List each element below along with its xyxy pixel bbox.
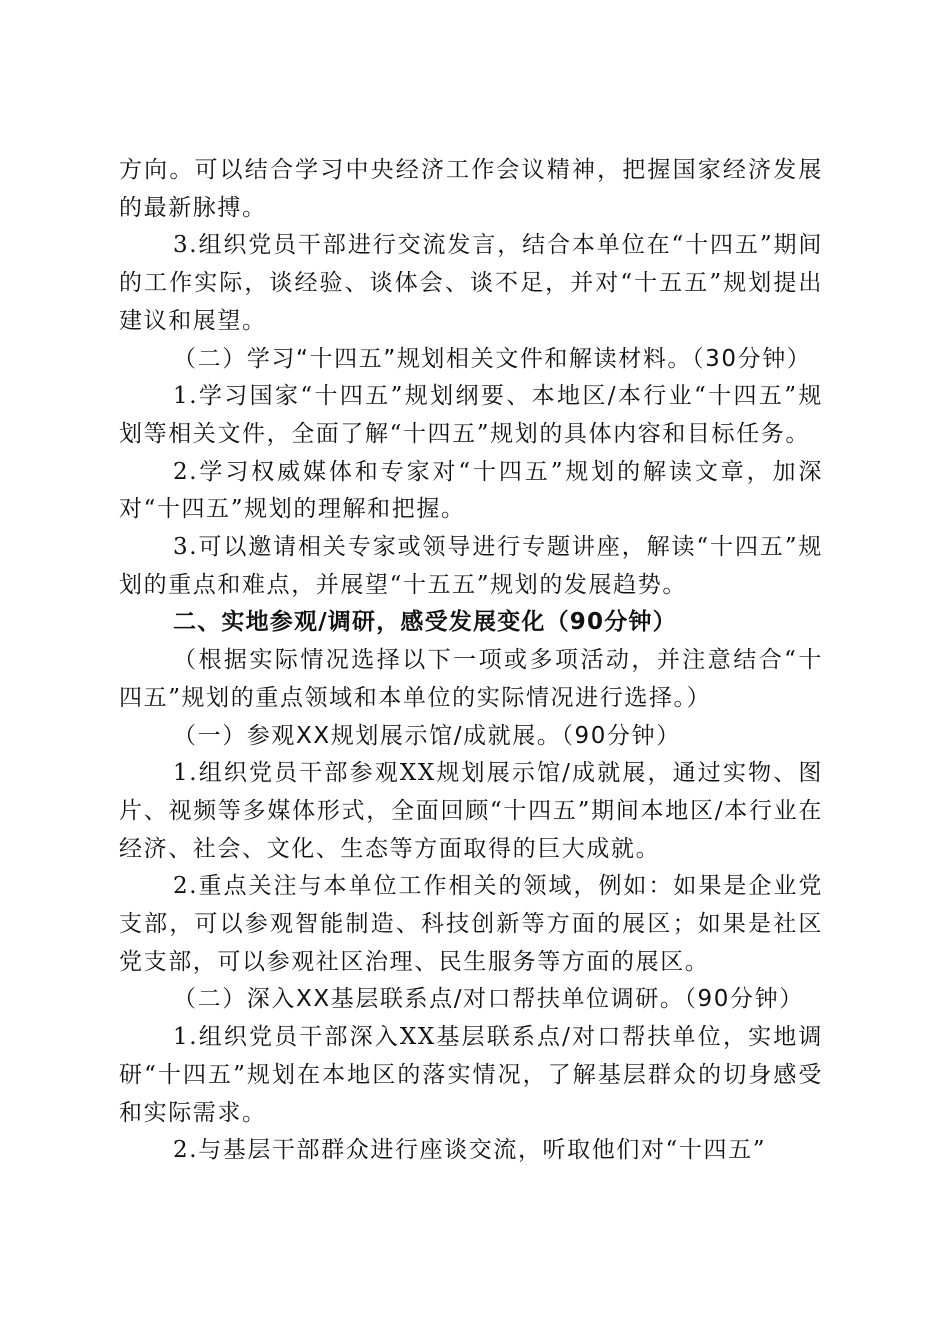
section-subheading: （二）深入XX基层联系点/对口帮扶单位调研。（90分钟） bbox=[173, 986, 804, 1013]
list-item: 2.学习权威媒体和专家对“十四五”规划的解读文章，加深对“十四五”规划的理解和把握。 bbox=[119, 458, 823, 523]
list-item: 2.与基层干部群众进行座谈交流，听取他们对“十四五” bbox=[173, 1137, 767, 1164]
section-note: （根据实际情况选择以下一项或多项活动，并注意结合“十四五”规划的重点领域和本单位的实际情况进行选择。） bbox=[119, 647, 823, 711]
section-heading: 二、实地参观/调研，感受发展变化（90分钟） bbox=[173, 609, 677, 636]
section-subheading: （二）学习“十四五”规划相关文件和解读材料。（30分钟） bbox=[173, 345, 812, 372]
list-item: 3.可以邀请相关专家或领导进行专题讲座，解读“十四五”规划的重点和难点，并展望“十五五”规划的发展趋势。 bbox=[119, 534, 823, 598]
list-item: 1.组织党员干部参观XX规划展示馆/成就展，通过实物、图片、视频等多媒体形式，全面回顾“十四五”期间本地区/本行业在经济、社会、文化、生态等方面取得的巨大成就。 bbox=[119, 760, 823, 862]
list-item: 3.组织党员干部进行交流发言，结合本单位在“十四五”期间的工作实际，谈经验、谈体会、谈不足，并对“十五五”规划提出建议和展望。 bbox=[119, 232, 823, 334]
list-item: 1.学习国家“十四五”规划纲要、本地区/本行业“十四五”规划等相关文件，全面了解“十四五”规划的具体内容和目标任务。 bbox=[119, 383, 823, 447]
list-item: 2.重点关注与本单位工作相关的领域，例如：如果是企业党支部，可以参观智能制造、科技创新等方面的展区；如果是社区党支部，可以参观社区治理、民生服务等方面的展区。 bbox=[119, 873, 823, 975]
document-body bbox=[119, 152, 823, 1170]
list-item: 1.组织党员干部深入XX基层联系点/对口帮扶单位，实地调研“十四五”规划在本地区的落实情况，了解基层群众的切身感受和实际需求。 bbox=[119, 1024, 823, 1126]
paragraph-continuation: 方向。可以结合学习中央经济工作会议精神，把握国家经济发展的最新脉搏。 bbox=[119, 157, 823, 221]
section-subheading: （一）参观XX规划展示馆/成就展。（90分钟） bbox=[173, 722, 681, 749]
